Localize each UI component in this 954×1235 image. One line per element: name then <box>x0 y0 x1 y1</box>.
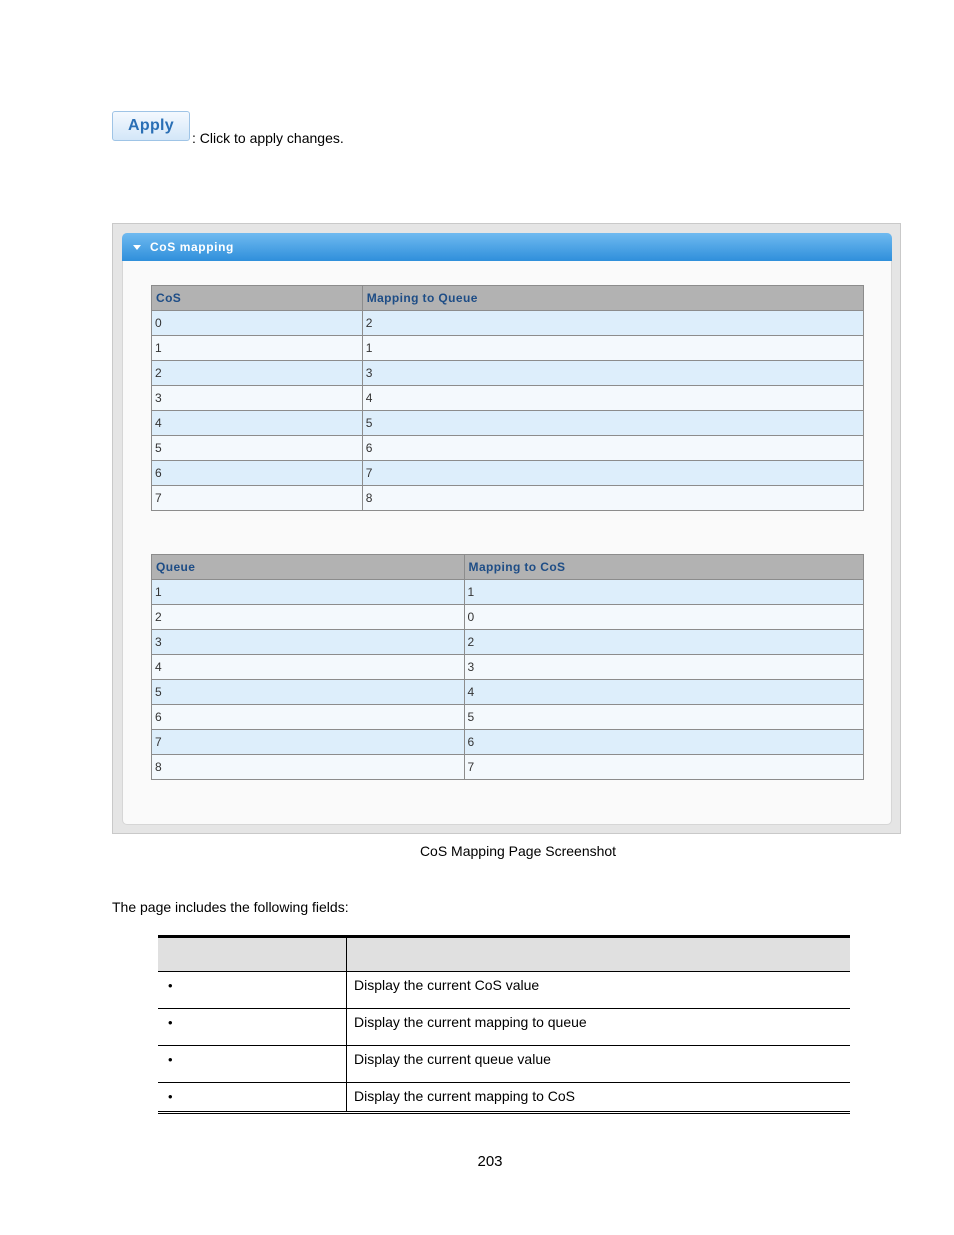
cos-cell: 3 <box>152 386 363 411</box>
table-row <box>152 580 864 605</box>
queue-cell: 3 <box>362 361 863 386</box>
field-description-cell: Display the current CoS value <box>347 972 851 1009</box>
queue-cell: 3 <box>152 630 465 655</box>
queue-to-cos-table <box>151 554 864 780</box>
cos-mapping-screenshot <box>112 223 901 834</box>
table-row <box>152 655 864 680</box>
cos-to-queue-table <box>151 285 864 511</box>
bullet-icon: • <box>168 978 173 993</box>
cos-cell: 4 <box>464 680 863 705</box>
table-row <box>152 436 864 461</box>
queue-cell: 6 <box>362 436 863 461</box>
panel-title: CoS mapping <box>150 240 234 254</box>
queue-cell: 8 <box>362 486 863 511</box>
field-description-cell: Display the current mapping to queue <box>347 1009 851 1046</box>
table-header-row <box>152 286 864 311</box>
queue-cell: 6 <box>152 705 465 730</box>
field-object-cell <box>158 1009 347 1046</box>
queue-cell: 8 <box>152 755 465 780</box>
cos-cell: 0 <box>464 605 863 630</box>
cos-cell: 7 <box>152 486 363 511</box>
fields-row <box>158 1046 850 1083</box>
fields-header-object <box>158 937 347 972</box>
queue-cell: 1 <box>362 336 863 361</box>
fields-row <box>158 1083 850 1113</box>
field-description-cell: Display the current queue value <box>347 1046 851 1083</box>
fields-header-row <box>158 937 850 972</box>
table-row <box>152 336 864 361</box>
table-row <box>152 755 864 780</box>
apply-button[interactable]: Apply <box>112 111 190 141</box>
queue-cell: 1 <box>152 580 465 605</box>
fields-header-description <box>347 937 851 972</box>
table-row <box>152 705 864 730</box>
figure-caption: CoS Mapping Page Screenshot <box>419 843 617 859</box>
collapse-arrow-icon[interactable] <box>133 245 141 250</box>
cos-cell: 2 <box>464 630 863 655</box>
table-row <box>152 680 864 705</box>
cos-cell: 7 <box>464 755 863 780</box>
table-row <box>152 386 864 411</box>
field-object-cell <box>158 1083 347 1113</box>
column-header-queue: Queue <box>152 555 465 580</box>
cos-cell: 6 <box>152 461 363 486</box>
queue-cell: 7 <box>152 730 465 755</box>
field-object-cell <box>158 1046 347 1083</box>
intro-text: The page includes the following fields: <box>112 899 349 915</box>
table-row <box>152 461 864 486</box>
cos-cell: 5 <box>152 436 363 461</box>
table-row <box>152 730 864 755</box>
queue-cell: 7 <box>362 461 863 486</box>
cos-cell: 3 <box>464 655 863 680</box>
bullet-icon: • <box>168 1052 173 1067</box>
queue-cell: 5 <box>152 680 465 705</box>
queue-cell: 4 <box>152 655 465 680</box>
column-header-mapping-to-queue: Mapping to Queue <box>362 286 863 311</box>
bullet-icon: • <box>168 1089 173 1104</box>
bullet-icon: • <box>168 1015 173 1030</box>
column-header-cos: CoS <box>152 286 363 311</box>
queue-cell: 4 <box>362 386 863 411</box>
fields-table <box>158 935 850 1114</box>
table-row <box>152 311 864 336</box>
table-row <box>152 605 864 630</box>
page-number: 203 <box>477 1153 503 1170</box>
table-row <box>152 486 864 511</box>
apply-description: : Click to apply changes. <box>192 130 344 146</box>
table-row <box>152 411 864 436</box>
fields-row <box>158 972 850 1009</box>
cos-cell: 6 <box>464 730 863 755</box>
cos-cell: 1 <box>464 580 863 605</box>
table-row <box>152 361 864 386</box>
table-row <box>152 630 864 655</box>
field-object-cell <box>158 972 347 1009</box>
cos-cell: 0 <box>152 311 363 336</box>
field-description-cell: Display the current mapping to CoS <box>354 1088 575 1104</box>
queue-cell: 2 <box>152 605 465 630</box>
cos-cell: 4 <box>152 411 363 436</box>
table-header-row <box>152 555 864 580</box>
queue-cell: 5 <box>362 411 863 436</box>
cos-mapping-panel <box>122 233 892 825</box>
cos-cell: 1 <box>152 336 363 361</box>
cos-cell: 5 <box>464 705 863 730</box>
panel-header[interactable] <box>122 233 892 261</box>
fields-row <box>158 1009 850 1046</box>
column-header-mapping-to-cos: Mapping to CoS <box>464 555 863 580</box>
queue-cell: 2 <box>362 311 863 336</box>
cos-cell: 2 <box>152 361 363 386</box>
